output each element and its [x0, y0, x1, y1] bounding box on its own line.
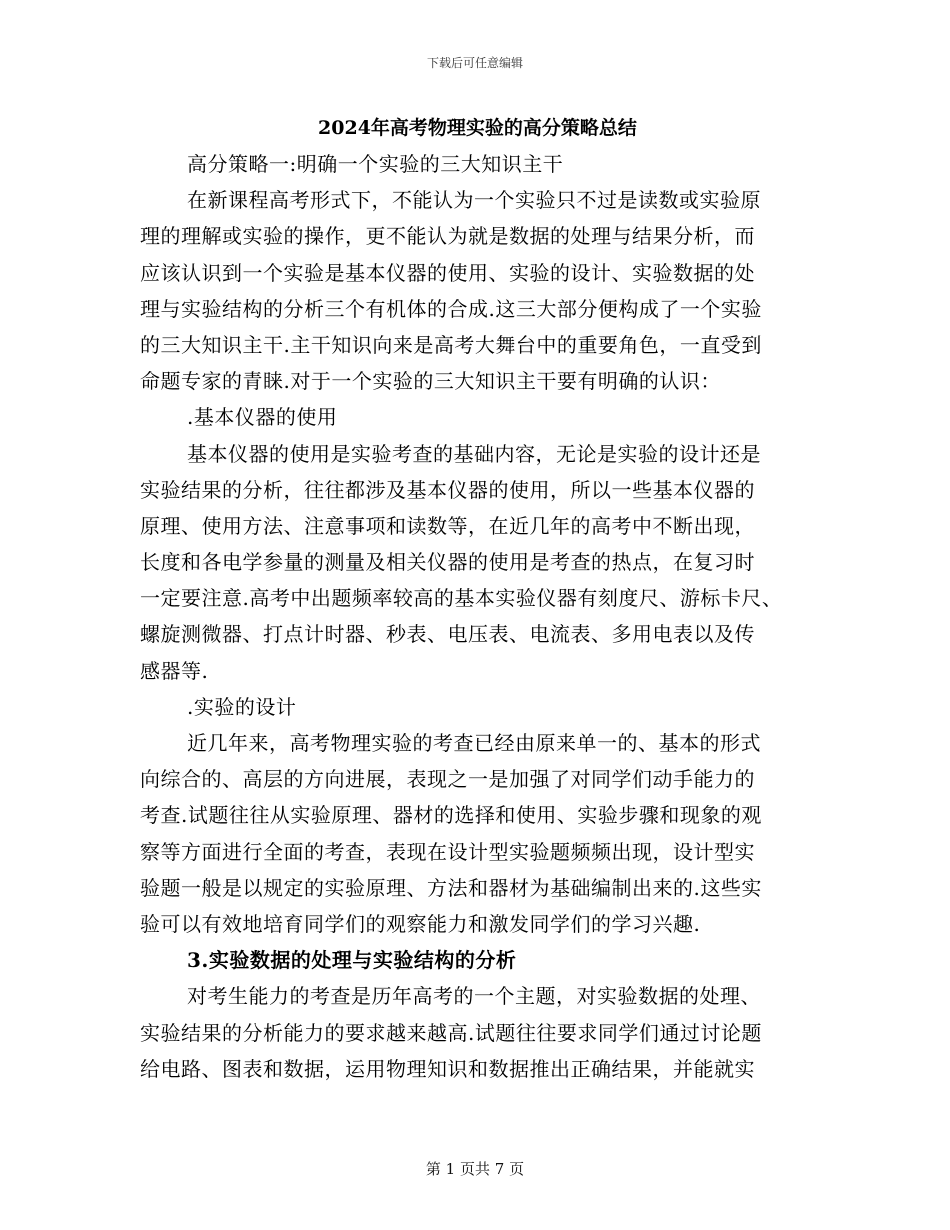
text-line: 验题一般是以规定的实验原理、方法和器材为基础编制出来的.这些实: [140, 875, 762, 900]
text-line: .基本仪器的使用: [187, 405, 338, 430]
text-line: 基本仪器的使用是实验考查的基础内容，无论是实验的设计还是: [187, 441, 761, 466]
text-line: 考查.试题往往从实验原理、器材的选择和使用、实验步骤和现象的观: [140, 803, 762, 828]
document-body: [140, 110, 815, 1087]
page-header: 下载后可任意编辑: [426, 56, 523, 70]
text-line: 实验结果的分析，往往都涉及基本仪器的使用，所以一些基本仪器的: [140, 477, 755, 502]
text-line: 感器等.: [140, 658, 209, 683]
text-line: 应该认识到一个实验是基本仪器的使用、实验的设计、实验数据的处: [140, 260, 755, 285]
text-line: .实验的设计: [187, 694, 297, 719]
text-line: 察等方面进行全面的考查，表现在设计型实验题频频出现，设计型实: [140, 839, 755, 864]
text-line: 的三大知识主干.主干知识向来是高考大舞台中的重要角色，一直受到: [140, 332, 762, 357]
text-line: 给电路、图表和数据，运用物理知识和数据推出正确结果，并能就实: [140, 1056, 755, 1081]
text-line: 理的理解或实验的操作，更不能认为就是数据的处理与结果分析，而: [140, 224, 755, 249]
document-title: 2024年高考物理实验的高分策略总结: [318, 117, 637, 139]
text-line: 向综合的、高层的方向进展，表现之一是加强了对同学们动手能力的: [140, 767, 755, 792]
page-footer: 第 1 页共 7 页: [425, 1160, 525, 1178]
text-line: 高分策略一:明确一个实验的三大知识主干: [187, 152, 564, 176]
text-line: 命题专家的青睐.对于一个实验的三大知识主干要有明确的认识：: [140, 369, 721, 394]
text-line: 对考生能力的考查是历年高考的一个主题，对实验数据的处理、: [187, 984, 761, 1009]
text-line: 长度和各电学参量的测量及相关仪器的使用是考查的热点，在复习时: [140, 550, 755, 575]
text-line: 原理、使用方法、注意事项和读数等，在近几年的高考中不断出现，: [140, 513, 755, 538]
text-line: 近几年来，高考物理实验的考查已经由原来单一的、基本的形式: [187, 731, 761, 755]
text-line: 在新课程高考形式下，不能认为一个实验只不过是读数或实验原: [187, 188, 761, 213]
text-line: 验可以有效地培育同学们的观察能力和激发同学们的学习兴趣.: [140, 911, 701, 936]
text-line: 3.实验数据的处理与实验结构的分析: [187, 948, 517, 973]
text-line: 一定要注意.高考中出题频率较高的基本实验仪器有刻度尺、游标卡尺、: [140, 586, 783, 611]
text-line: 实验结果的分析能力的要求越来越高.试题往往要求同学们通过讨论题: [140, 1020, 762, 1045]
text-line: 螺旋测微器、打点计时器、秒表、电压表、电流表、多用电表以及传: [140, 622, 755, 647]
paragraph-lines: [140, 146, 815, 1087]
text-line: 理与实验结构的分析三个有机体的合成.这三大部分便构成了一个实验: [140, 296, 762, 321]
